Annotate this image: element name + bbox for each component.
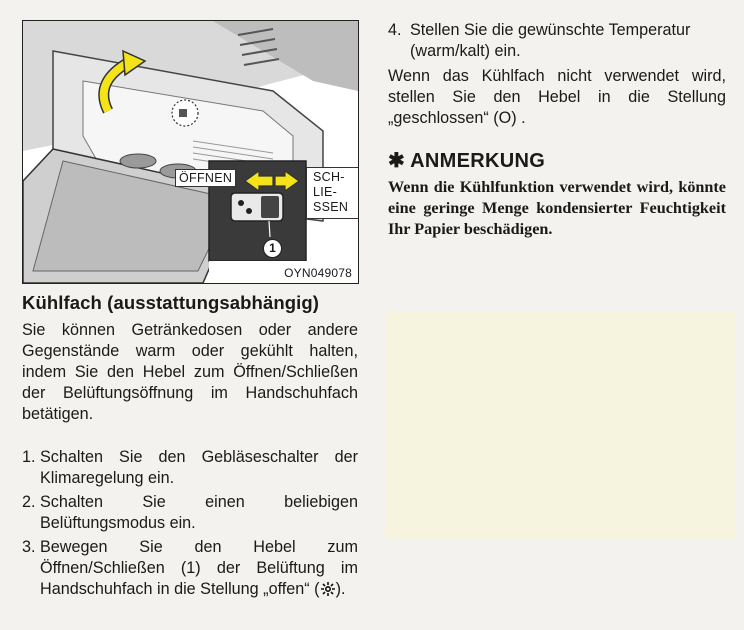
fan-icon (320, 581, 336, 603)
callout-number: 1 (263, 239, 282, 258)
step-number: 3. (22, 538, 36, 556)
list-item (22, 447, 358, 489)
intro-paragraph: Sie können Getränkedosen oder andere Gegenstände warm oder gekühlt halten, indem Sie den Hebel zum Öffnen/Schließen der Belüftungsöffnung im Handschuhfach betätigen. (22, 321, 358, 423)
step-text: Schalten Sie den Gebläseschalter der Klimaregelung ein. (40, 448, 358, 487)
steps-list (22, 447, 358, 606)
step-number: 1. (22, 448, 36, 466)
step-text-wrap (40, 537, 358, 603)
label-close (306, 167, 359, 219)
label-close-line: SCH- (313, 170, 345, 184)
label-close-line: LIE- (313, 185, 338, 199)
step-text: Stellen Sie die gewünschte Temperatur (warm/kalt) ein. (410, 21, 691, 60)
step-text: Schalten Sie einen beliebigen Belüftungsmodus ein. (40, 493, 358, 532)
section-title: Kühlfach (ausstattungsabhängig) (22, 292, 320, 313)
bleed-through-box (386, 312, 736, 540)
step-text-tail: ). (335, 580, 346, 598)
figure-code: OYN049078 (284, 266, 352, 280)
unused-paragraph: Wenn das Kühlfach nicht verwendet wird, stellen Sie den Hebel in die Stellung „geschlossen“ (O) . (388, 67, 726, 127)
note-text: Wenn die Kühlfunktion verwendet wird, könnte eine geringe Menge kondensierter Feuchtigkeit Ihr Papier beschädigen. (388, 178, 726, 238)
step-4 (388, 20, 726, 62)
label-close-line: SSEN (313, 200, 349, 214)
glovebox-drawing (23, 21, 358, 283)
label-open: ÖFFNEN (175, 169, 236, 187)
list-item (22, 537, 358, 603)
step-text: Bewegen Sie den Hebel zum Öffnen/Schließen (1) der Belüftung im Handschuhfach in die Stellung „offen“ ( (40, 538, 358, 598)
note-title: ✱ ANMERKUNG (388, 150, 546, 172)
step-number: 2. (22, 493, 36, 511)
step-number: 4. (388, 21, 402, 39)
glovebox-illustration (22, 20, 359, 284)
list-item (22, 492, 358, 534)
